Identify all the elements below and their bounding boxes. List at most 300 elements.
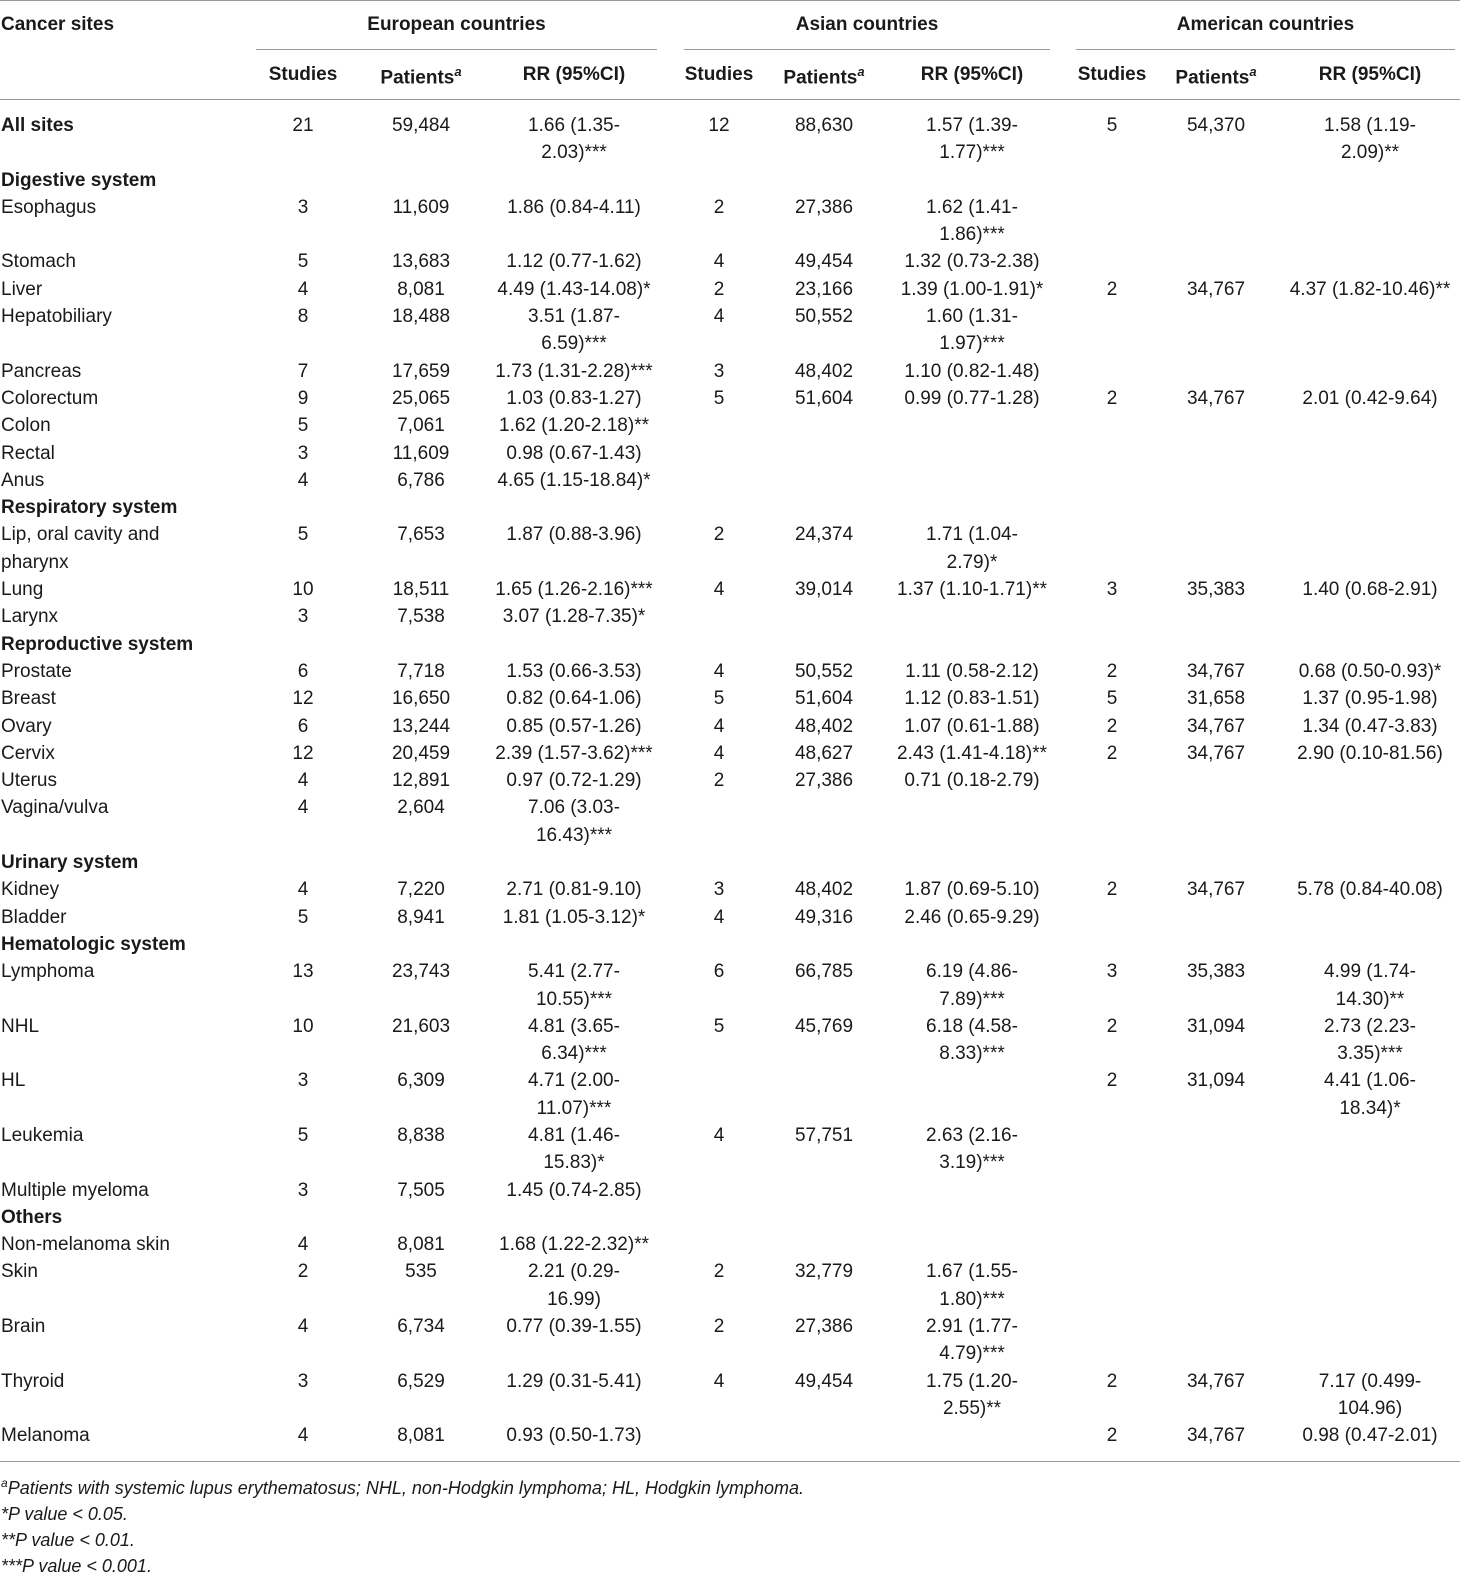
american-countries-header: American countries — [1176, 14, 1355, 35]
table-row — [0, 576, 1460, 603]
eu-studies-cell: 2 — [297, 1261, 309, 1283]
am-patients-cell: 35,383 — [1186, 961, 1246, 983]
am-patients-header: Patients$^a$ — [1175, 64, 1257, 89]
section-header-row — [0, 631, 1460, 658]
am-patients-cell: 31,094 — [1186, 1015, 1246, 1037]
eu-studies-cell: 5 — [297, 524, 309, 546]
eu-rr-cell: 4.81 (1.46-15.83)* — [528, 1124, 620, 1174]
eu-rr-cell: 3.51 (1.87-6.59)*** — [528, 306, 620, 355]
section-title: Digestive system — [1, 169, 157, 191]
eu-patients-cell: 18,488 — [391, 306, 451, 328]
eu-rr-cell: 1.73 (1.31-2.28)*** — [495, 360, 653, 382]
am-patients-cell: 34,767 — [1186, 1370, 1246, 1392]
am-patients-cell: 34,767 — [1186, 278, 1246, 300]
as-studies-cell: 2 — [713, 524, 725, 546]
eu-studies-cell: 21 — [292, 115, 314, 136]
table-row — [0, 767, 1460, 794]
as-studies-cell: 3 — [713, 360, 725, 382]
table-row — [0, 794, 1460, 849]
as-studies-cell: 2 — [713, 1316, 725, 1338]
am-rr-cell: 1.40 (0.68-2.91) — [1302, 579, 1438, 601]
am-rr-cell: 7.17 (0.499-104.96) — [1318, 1370, 1422, 1419]
as-rr-cell: 1.62 (1.41-1.86)*** — [926, 196, 1018, 246]
eu-studies-cell: 3 — [297, 1179, 309, 1201]
eu-patients-cell: 16,650 — [391, 688, 451, 710]
am-studies-cell: 2 — [1106, 660, 1118, 682]
eu-rr-cell: 4.65 (1.15-18.84)* — [497, 469, 651, 491]
am-rr-cell: 4.41 (1.06-18.34)* — [1324, 1070, 1416, 1119]
table-row — [0, 276, 1460, 303]
table-row — [0, 467, 1460, 494]
eu-rr-cell: 4.71 (2.00-11.07)*** — [528, 1070, 620, 1119]
table-row — [0, 904, 1460, 931]
am-rr-header: RR (95%CI) — [1318, 64, 1422, 85]
table-row — [0, 385, 1460, 412]
table-row — [0, 440, 1460, 467]
as-studies-cell: 2 — [713, 278, 725, 300]
eu-patients-cell: 13,683 — [391, 251, 451, 273]
eu-studies-cell: 5 — [297, 251, 309, 273]
cancer-sites-header: Cancer sites — [1, 14, 115, 35]
eu-rr-cell: 3.07 (1.28-7.35)* — [502, 606, 646, 628]
eu-rr-cell: 1.81 (1.05-3.12)* — [502, 906, 646, 928]
eu-patients-cell: 20,459 — [391, 742, 451, 764]
eu-rr-cell: 1.68 (1.22-2.32)** — [499, 1234, 649, 1256]
eu-studies-cell: 4 — [297, 1425, 309, 1447]
section-title: Respiratory system — [1, 497, 178, 519]
as-studies-cell: 2 — [713, 196, 725, 218]
as-studies-cell: 3 — [713, 879, 725, 901]
cancer-site-cell: Thyroid — [1, 1370, 65, 1392]
eu-studies-cell: 6 — [297, 715, 309, 737]
as-patients-cell: 27,386 — [794, 770, 854, 792]
eu-rr-cell: 0.85 (0.57-1.26) — [506, 715, 642, 737]
eu-rr-cell: 2.21 (0.29-16.99) — [528, 1261, 620, 1310]
eu-patients-cell: 7,061 — [397, 415, 445, 437]
cancer-site-cell: Larynx — [1, 606, 59, 628]
table-row — [0, 521, 1460, 576]
cancer-site-cell: Leukemia — [1, 1124, 84, 1146]
cancer-site-cell: Esophagus — [1, 196, 97, 218]
eu-studies-cell: 4 — [297, 469, 309, 491]
as-studies-cell: 4 — [713, 1124, 725, 1146]
cancer-site-cell: Colorectum — [1, 387, 99, 409]
as-studies-cell: 2 — [713, 1261, 725, 1283]
table-row — [0, 1067, 1460, 1122]
am-patients-cell: 31,094 — [1186, 1070, 1246, 1092]
cancer-site-cell: Vagina/vulva — [1, 797, 109, 819]
section-title: Others — [1, 1206, 63, 1228]
am-rr-cell: 0.68 (0.50-0.93)* — [1298, 660, 1442, 682]
as-patients-cell: 49,454 — [794, 251, 854, 273]
as-studies-cell: 5 — [713, 1015, 725, 1037]
eu-rr-cell: 4.81 (3.65-6.34)*** — [528, 1015, 620, 1065]
table-row — [0, 958, 1460, 1013]
eu-studies-cell: 10 — [292, 579, 314, 601]
eu-patients-cell: 6,734 — [397, 1316, 445, 1338]
as-patients-cell: 57,751 — [794, 1124, 854, 1146]
am-studies-cell: 5 — [1106, 115, 1118, 136]
eu-patients-cell: 7,538 — [397, 606, 445, 628]
as-patients-cell: 27,386 — [794, 196, 854, 218]
top-rule — [0, 0, 1460, 1]
am-patients-cell: 35,383 — [1186, 579, 1246, 601]
table-row — [0, 194, 1460, 249]
am-studies-header: Studies — [1077, 64, 1147, 85]
eu-patients-cell: 7,505 — [397, 1179, 445, 1201]
cancer-site-cell: Uterus — [1, 770, 57, 792]
eu-patients-cell: 8,081 — [397, 278, 445, 300]
am-studies-cell: 2 — [1106, 1370, 1118, 1392]
am-studies-cell: 2 — [1106, 742, 1118, 764]
as-studies-cell: 4 — [713, 251, 725, 273]
cancer-site-cell: NHL — [1, 1015, 40, 1037]
am-rr-cell: 2.73 (2.23-3.35)*** — [1324, 1015, 1416, 1065]
as-rr-cell: 1.71 (1.04-2.79)* — [926, 524, 1018, 573]
am-rr-cell: 1.34 (0.47-3.83) — [1302, 715, 1438, 737]
asian-countries-header: Asian countries — [795, 14, 939, 35]
cancer-site-cell: Hepatobiliary — [1, 306, 112, 328]
as-rr-cell: 1.60 (1.31-1.97)*** — [926, 306, 1018, 355]
am-patients-cell: 34,767 — [1186, 879, 1246, 901]
as-rr-cell: 1.12 (0.83-1.51) — [904, 688, 1040, 710]
bottom-rule — [0, 1461, 1460, 1462]
eu-rr-cell: 1.03 (0.83-1.27) — [506, 387, 642, 409]
cancer-site-cell: Lymphoma — [1, 961, 95, 983]
eu-studies-cell: 4 — [297, 797, 309, 819]
am-rr-cell: 2.90 (0.10-81.56) — [1297, 742, 1443, 764]
cancer-site-cell: Lung — [1, 579, 44, 601]
am-rr-cell: 4.99 (1.74-14.30)** — [1324, 961, 1416, 1010]
table-row — [0, 358, 1460, 385]
as-studies-cell: 6 — [713, 961, 725, 983]
eu-patients-cell: 21,603 — [391, 1015, 451, 1037]
table-row — [0, 303, 1460, 358]
as-patients-cell: 50,552 — [794, 660, 854, 682]
eu-studies-cell: 4 — [297, 879, 309, 901]
as-patients-cell: 50,552 — [794, 306, 854, 328]
eu-patients-cell: 25,065 — [391, 387, 451, 409]
header-bottom-rule — [0, 99, 1460, 100]
table-body — [0, 112, 1460, 1450]
section-header-row — [0, 494, 1460, 521]
am-rr-cell: 2.01 (0.42-9.64) — [1302, 387, 1438, 409]
eu-studies-cell: 12 — [292, 688, 314, 710]
as-studies-cell: 4 — [713, 742, 725, 764]
as-studies-header: Studies — [684, 64, 754, 85]
table-row — [0, 1177, 1460, 1204]
as-patients-cell: 24,374 — [794, 524, 854, 546]
eu-studies-cell: 10 — [292, 1015, 314, 1037]
eu-studies-cell: 7 — [297, 360, 309, 382]
am-studies-cell: 2 — [1106, 278, 1118, 300]
as-studies-cell: 2 — [713, 770, 725, 792]
cancer-site-cell: Colon — [1, 415, 51, 437]
as-studies-cell: 12 — [708, 115, 730, 136]
eu-patients-cell: 13,244 — [391, 715, 451, 737]
eu-patients-cell: 6,529 — [397, 1370, 445, 1392]
am-studies-cell: 2 — [1106, 1015, 1118, 1037]
table-row — [0, 740, 1460, 767]
eu-rr-cell: 1.62 (1.20-2.18)** — [499, 415, 649, 437]
as-patients-cell: 51,604 — [794, 387, 854, 409]
section-header-row — [0, 167, 1460, 194]
as-patients-cell: 49,316 — [794, 906, 854, 928]
table-row — [0, 1013, 1460, 1068]
cancer-site-cell: Multiple myeloma — [1, 1179, 149, 1201]
section-title: Urinary system — [1, 852, 139, 874]
eu-rr-cell: 0.93 (0.50-1.73) — [506, 1425, 642, 1447]
eu-patients-cell: 8,941 — [397, 906, 445, 928]
am-rr-cell: 4.37 (1.82-10.46)** — [1289, 278, 1451, 300]
section-header-row — [0, 849, 1460, 876]
eu-patients-cell: 535 — [405, 1261, 437, 1283]
as-patients-cell: 49,454 — [794, 1370, 854, 1392]
eu-studies-cell: 3 — [297, 442, 309, 464]
eu-rr-cell: 2.71 (0.81-9.10) — [506, 879, 642, 901]
footnote-p001: ***P value < 0.001. — [1, 1556, 152, 1573]
eu-patients-cell: 11,609 — [392, 442, 450, 464]
cancer-site-cell: Stomach — [1, 251, 76, 273]
eu-studies-cell: 4 — [297, 770, 309, 792]
eu-studies-cell: 5 — [297, 906, 309, 928]
as-rr-cell: 1.07 (0.61-1.88) — [904, 715, 1040, 737]
as-rr-cell: 1.11 (0.58-2.12) — [905, 660, 1039, 682]
as-rr-cell: 1.75 (1.20-2.55)** — [926, 1370, 1018, 1419]
as-rr-cell: 6.19 (4.86-7.89)*** — [926, 961, 1018, 1010]
eu-rr-header: RR (95%CI) — [522, 64, 626, 85]
as-patients-cell: 48,402 — [794, 879, 854, 901]
table-row — [0, 112, 1460, 167]
eu-studies-cell: 9 — [297, 387, 309, 409]
cancer-site-cell: Melanoma — [1, 1425, 90, 1447]
eu-rr-cell: 1.86 (0.84-4.11) — [507, 196, 641, 218]
eu-rr-cell: 0.97 (0.72-1.29) — [506, 770, 642, 792]
section-header-row — [0, 931, 1460, 958]
cancer-site-cell: Anus — [1, 469, 45, 491]
eu-studies-cell: 3 — [297, 606, 309, 628]
as-rr-cell: 1.57 (1.39-1.77)*** — [926, 115, 1018, 164]
am-studies-cell: 2 — [1106, 1425, 1118, 1447]
eu-rr-cell: 4.49 (1.43-14.08)* — [497, 278, 651, 300]
cancer-site-cell: Liver — [1, 278, 43, 300]
am-rr-cell: 1.37 (0.95-1.98) — [1302, 688, 1438, 710]
eu-studies-header: Studies — [268, 64, 338, 85]
eu-rr-cell: 0.82 (0.64-1.06) — [506, 688, 642, 710]
am-patients-cell: 34,767 — [1186, 715, 1246, 737]
as-patients-cell: 45,769 — [794, 1015, 854, 1037]
as-rr-cell: 1.67 (1.55-1.80)*** — [926, 1261, 1018, 1310]
eu-rr-cell: 1.12 (0.77-1.62) — [506, 251, 642, 273]
cancer-site-cell: Prostate — [1, 660, 72, 682]
as-rr-cell: 2.91 (1.77-4.79)*** — [926, 1316, 1018, 1365]
eu-patients-cell: 8,081 — [397, 1425, 445, 1447]
table-row — [0, 1258, 1460, 1313]
as-rr-cell: 1.10 (0.82-1.48) — [904, 360, 1040, 382]
footnote-a: $^a$Patients with systemic lupus erythematosus; NHL, non-Hodgkin lymphoma; HL, Hodgkin lymphoma. — [1, 1476, 805, 1498]
eu-studies-cell: 4 — [297, 1316, 309, 1338]
as-patients-cell: 23,166 — [794, 278, 854, 300]
eu-patients-cell: 17,659 — [391, 360, 451, 382]
american-group-rule — [1076, 49, 1455, 50]
table-row — [0, 248, 1460, 275]
eu-studies-cell: 13 — [292, 961, 314, 983]
footnotes — [1, 1470, 1451, 1573]
as-rr-cell: 0.99 (0.77-1.28) — [904, 387, 1040, 409]
eu-patients-cell: 12,891 — [391, 770, 451, 792]
am-patients-cell: 54,370 — [1186, 115, 1246, 136]
am-studies-cell: 2 — [1106, 879, 1118, 901]
eu-rr-cell: 1.29 (0.31-5.41) — [506, 1370, 642, 1392]
eu-rr-cell: 0.98 (0.67-1.43) — [506, 442, 642, 464]
eu-rr-cell: 2.39 (1.57-3.62)*** — [495, 742, 653, 764]
table-row — [0, 603, 1460, 630]
section-header-row — [0, 1204, 1460, 1231]
cancer-site-cell: Kidney — [1, 879, 60, 901]
eu-rr-cell: 7.06 (3.03-16.43)*** — [528, 797, 620, 846]
eu-studies-cell: 12 — [292, 742, 314, 764]
asian-group-rule — [684, 49, 1050, 50]
section-title: Reproductive system — [1, 633, 194, 655]
eu-studies-cell: 3 — [297, 1070, 309, 1092]
eu-studies-cell: 8 — [297, 306, 309, 328]
eu-studies-cell: 3 — [297, 196, 309, 218]
as-rr-cell: 1.87 (0.69-5.10) — [904, 879, 1040, 901]
as-studies-cell: 4 — [713, 579, 725, 601]
am-studies-cell: 2 — [1106, 715, 1118, 737]
eu-studies-cell: 3 — [297, 1370, 309, 1392]
eu-patients-cell: 6,309 — [397, 1070, 445, 1092]
as-rr-cell: 2.43 (1.41-4.18)** — [897, 742, 1047, 764]
eu-patients-cell: 7,220 — [397, 879, 445, 901]
eu-patients-header: Patients$^a$ — [380, 64, 462, 89]
am-patients-cell: 31,658 — [1186, 688, 1246, 710]
table-row — [0, 713, 1460, 740]
european-group-rule — [256, 49, 657, 50]
footnote-p01: **P value < 0.01. — [1, 1530, 135, 1550]
as-patients-cell: 27,386 — [794, 1316, 854, 1338]
am-studies-cell: 2 — [1106, 1070, 1118, 1092]
table-row — [0, 1231, 1460, 1258]
as-patients-cell: 48,627 — [794, 742, 854, 764]
eu-studies-cell: 5 — [297, 415, 309, 437]
cancer-site-cell: Lip, oral cavity and pharynx — [1, 524, 160, 573]
eu-patients-cell: 2,604 — [397, 797, 445, 819]
eu-patients-cell: 7,653 — [397, 524, 445, 546]
cancer-site-cell: Ovary — [1, 715, 52, 737]
eu-rr-cell: 0.77 (0.39-1.55) — [506, 1316, 642, 1338]
eu-studies-cell: 5 — [297, 1124, 309, 1146]
eu-rr-cell: 5.41 (2.77-10.55)*** — [528, 961, 620, 1010]
eu-studies-cell: 4 — [297, 278, 309, 300]
table-row — [0, 1313, 1460, 1368]
as-rr-cell: 6.18 (4.58-8.33)*** — [926, 1015, 1018, 1065]
am-studies-cell: 3 — [1106, 961, 1118, 983]
table-row — [0, 876, 1460, 903]
table-row — [0, 1368, 1460, 1423]
as-studies-cell: 4 — [713, 1370, 725, 1392]
as-studies-cell: 4 — [713, 906, 725, 928]
eu-patients-cell: 8,838 — [397, 1124, 445, 1146]
cancer-site-cell: All sites — [1, 115, 74, 136]
am-studies-cell: 5 — [1106, 688, 1118, 710]
as-rr-cell: 2.63 (2.16-3.19)*** — [926, 1124, 1018, 1174]
eu-patients-cell: 23,743 — [391, 961, 451, 983]
as-patients-header: Patients$^a$ — [783, 64, 865, 89]
as-rr-cell: 1.37 (1.10-1.71)** — [897, 579, 1047, 601]
am-rr-cell: 0.98 (0.47-2.01) — [1302, 1425, 1438, 1447]
table-row — [0, 412, 1460, 439]
as-rr-cell: 1.39 (1.00-1.91)* — [900, 278, 1044, 300]
as-studies-cell: 5 — [713, 688, 725, 710]
am-rr-cell: 5.78 (0.84-40.08) — [1297, 879, 1443, 901]
as-studies-cell: 4 — [713, 660, 725, 682]
table-row — [0, 685, 1460, 712]
eu-patients-cell: 11,609 — [392, 196, 450, 218]
eu-rr-cell: 1.45 (0.74-2.85) — [506, 1179, 642, 1201]
table-row — [0, 658, 1460, 685]
as-studies-cell: 4 — [713, 306, 725, 328]
eu-rr-cell: 1.66 (1.35-2.03)*** — [528, 115, 620, 164]
cancer-site-cell: Rectal — [1, 442, 55, 464]
as-patients-cell: 39,014 — [794, 579, 854, 601]
as-patients-cell: 48,402 — [794, 360, 854, 382]
eu-patients-cell: 18,511 — [392, 579, 450, 601]
cancer-site-cell: Breast — [1, 688, 56, 710]
as-rr-cell: 0.71 (0.18-2.79) — [904, 770, 1040, 792]
as-rr-cell: 2.46 (0.65-9.29) — [904, 906, 1040, 928]
table-row — [0, 1422, 1460, 1449]
am-rr-cell: 1.58 (1.19-2.09)** — [1324, 115, 1416, 164]
eu-rr-cell: 1.53 (0.66-3.53) — [506, 660, 642, 682]
eu-studies-cell: 6 — [297, 660, 309, 682]
as-patients-cell: 88,630 — [794, 115, 854, 136]
eu-patients-cell: 59,484 — [391, 115, 451, 136]
am-patients-cell: 34,767 — [1186, 387, 1246, 409]
as-rr-header: RR (95%CI) — [920, 64, 1024, 85]
cancer-site-cell: HL — [1, 1070, 26, 1092]
eu-patients-cell: 7,718 — [397, 660, 445, 682]
eu-rr-cell: 1.65 (1.26-2.16)*** — [495, 579, 653, 601]
footnote-p05: *P value < 0.05. — [1, 1504, 128, 1524]
am-patients-cell: 34,767 — [1186, 1425, 1246, 1447]
table-row — [0, 1122, 1460, 1177]
as-patients-cell: 66,785 — [794, 961, 854, 983]
as-patients-cell: 32,779 — [794, 1261, 854, 1283]
cancer-site-cell: Pancreas — [1, 360, 82, 382]
am-studies-cell: 3 — [1106, 579, 1118, 601]
am-patients-cell: 34,767 — [1186, 660, 1246, 682]
cancer-site-cell: Bladder — [1, 906, 67, 928]
as-patients-cell: 48,402 — [794, 715, 854, 737]
cancer-site-cell: Brain — [1, 1316, 46, 1338]
european-countries-header: European countries — [367, 14, 546, 35]
am-patients-cell: 34,767 — [1186, 742, 1246, 764]
cancer-site-cell: Cervix — [1, 742, 55, 764]
as-studies-cell: 4 — [713, 715, 725, 737]
eu-rr-cell: 1.87 (0.88-3.96) — [506, 524, 642, 546]
eu-patients-cell: 8,081 — [397, 1234, 445, 1256]
section-title: Hematologic system — [1, 933, 186, 955]
eu-studies-cell: 4 — [297, 1234, 309, 1256]
as-rr-cell: 1.32 (0.73-2.38) — [904, 251, 1040, 273]
as-patients-cell: 51,604 — [794, 688, 854, 710]
cancer-site-cell: Non-melanoma skin — [1, 1234, 170, 1256]
eu-patients-cell: 6,786 — [397, 469, 445, 491]
cancer-site-cell: Skin — [1, 1261, 38, 1283]
as-studies-cell: 5 — [713, 387, 725, 409]
am-studies-cell: 2 — [1106, 387, 1118, 409]
